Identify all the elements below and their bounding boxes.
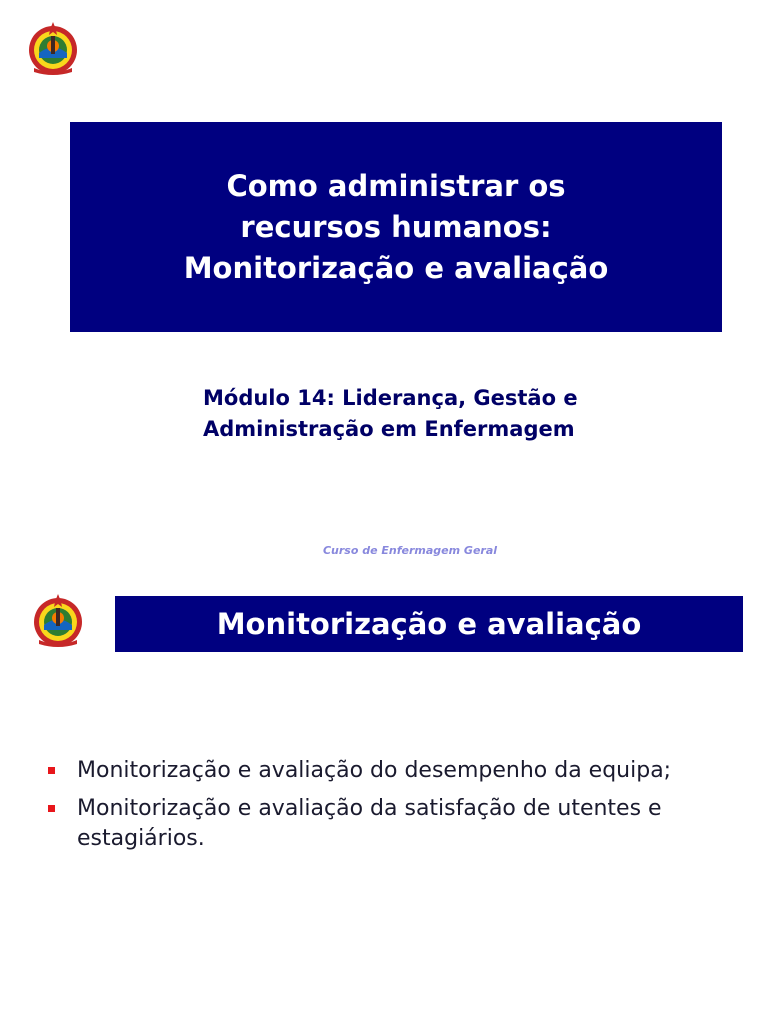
- coat-of-arms-icon: [26, 20, 80, 76]
- course-footer: Curso de Enfermagem Geral: [322, 544, 498, 557]
- title-line: recursos humanos:: [240, 209, 552, 244]
- list-item: [46, 756, 746, 786]
- title-line: Como administrar os: [226, 168, 566, 203]
- bullet-list: [46, 756, 746, 862]
- module-line: Administração em Enfermagem: [203, 417, 575, 441]
- module-subtitle: [203, 383, 723, 445]
- module-line: Módulo 14: Liderança, Gestão e: [203, 386, 578, 410]
- bullet-text: Monitorização e avaliação da satisfação de utentes e estagiários.: [77, 796, 662, 851]
- bullet-text: Monitorização e avaliação do desempenho da equipa;: [77, 758, 672, 783]
- slide-heading: Monitorização e avaliação: [216, 607, 642, 641]
- heading-bar: [115, 596, 743, 652]
- coat-of-arms-icon: [31, 592, 85, 648]
- list-item: [46, 794, 746, 854]
- square-bullet-icon: [48, 767, 55, 774]
- title-line: Monitorização e avaliação: [183, 250, 609, 285]
- square-bullet-icon: [48, 805, 55, 812]
- title-box: [70, 122, 722, 332]
- slide-title: [96, 166, 696, 289]
